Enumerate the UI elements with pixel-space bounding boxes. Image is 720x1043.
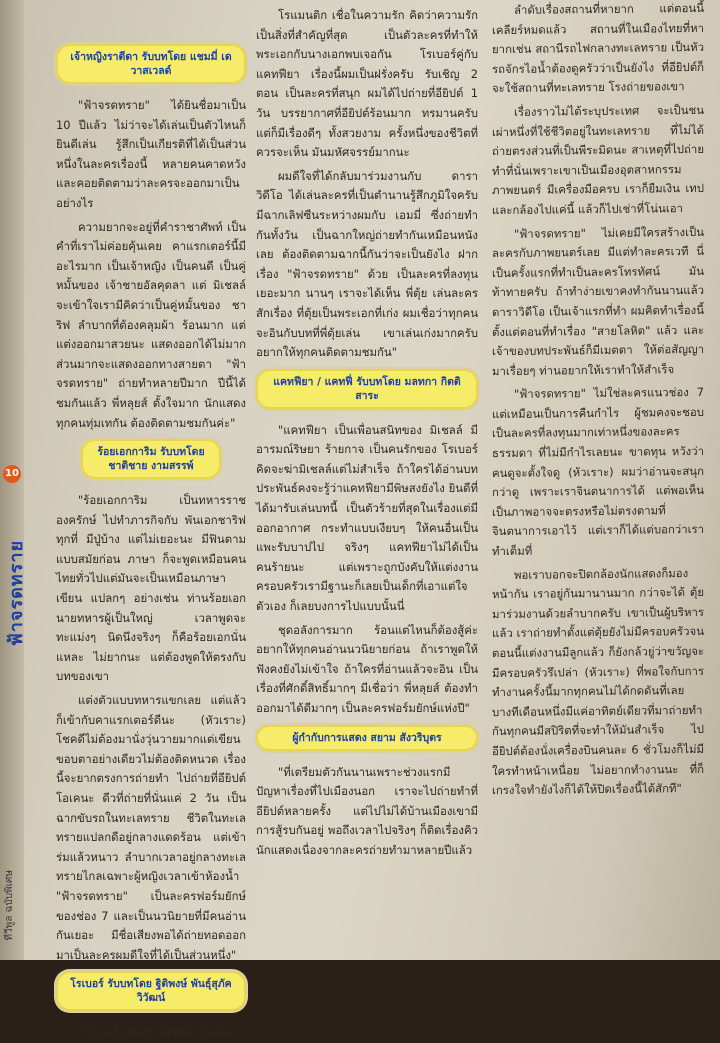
section-header: โรเบอร์ รับบทโดย ฐิติพงษ์ พันธุ์สุภัควิวัฒน์ [56, 971, 246, 1011]
paragraph: "ฟ้าจรดทราย" ไม่ใช่ละครแนวช่อง 7 แต่เหมือนเป็นการคืนกำไร ผู้ชมคงจะชอบ เป็นละครที่ลงทุนมากเท่าหนึ่งของละครธรรมดา ที่ไม่มีกำไรเลยนะ ขาดทุน หวังว่าคนดูจะตั้งใจดู (หัวเราะ) ผมว่าอ่านจะสนุกกว่าดู เพราะเราจินตนาการได้ แต่พอเห็นเป็นภาพอาจจะตรงหรือไม่ตรงตามที่จินตนาการเอาไว้ แต่เราก็ได้แต่บอกว่าเราทำเต็มที่ [492, 385, 704, 559]
section-header: แคทฟียา / แคทฟี่ รับบทโดย มลทกา กิตติสาระ [256, 369, 478, 409]
column-3 [492, 0, 704, 961]
page-number: 10 [3, 465, 21, 483]
section-header: เจ้าหญิงราตีดา รับบทโดย แชมมี่ เดวาสเวลด์ [56, 44, 246, 84]
magazine-title: ฟ้าจรดทราย [6, 540, 27, 646]
paragraph: "ร้อยเอกการิม เป็นทหารราชองครักษ์ ไปทำภารกิจกับ พันเอกชาริฟ ทุกที่ มีปู่บ้าง แต่ไม่เยอะนะ มีฟินตามแบบสมัยก่อน ภาษา ก็จะพูดเหมือนคนไทยทั่วไปแต่มันจะเป็นเหมือนภาษาเขียน แปลกๆ อย่างเช่น ท่านร้อยเอกนายทหารผู้เป็นใหญ่ เวลาพูดจะทะแม่งๆ นิดนึงจริงๆ ก็คือร้อยเอกนั่นแหละ ไม่ยากนะ แต่ต้องพูดให้ตรงกับบทของเขา [56, 493, 246, 684]
paragraph: ความยากจะอยู่ที่คำราชาศัพท์ เป็นคำที่เราไม่ค่อยคุ้นเคย คาแรกเตอร์นี้มีอะไรมาก เป็นเจ้าหญิง เป็นคนดี เป็นคู่หมั้นของ เจ้าชายอัลคุดลา แต่ มิเชลล์ จะเข้าใจเรามีคิดว่าเป็นคู่หมั้นของ ชาริฟ ลำบากที่ต้องคลุมผ้า ร้อนมาก แต่แต่งออกมาสวยนะ แสดงออกได้ไม่มากส่วนมากจะแสดงออกทางสายตา "ฟ้าจรดทราย" ถ่ายทำหลายปีมาก ปีนี้ได้ชมกันแล้ว พี่หลุยส์ ตั้งใจมาก นักแสดงทุกคนทุ่มเทกัน ต้องติดตามชมกันค่ะ" [56, 219, 246, 430]
paragraph: ผมดีใจที่ได้กลับมาร่วมงานกับ ดาราวิดีโอ ได้เล่นละครที่เป็นตำนานรู้สึกภูมิใจครับ มีฉากเลิฟซีนระหว่างผมกับ เอมมี่ ซึ่งถ่ายทำกันทั้งวัน เป็นฉากใหญ่ถ่ายทำกันเหมือนหนัง เลย ต้องติดตามฉากนี้กันว่าจะเป็นยังไง ฝากเรื่อง "ฟ้าจรดทราย" ด้วย เป็นละครที่ลงทุนเยอะมาก นานๆ เราจะได้เห็น พี่ตุ้ย เล่นละครสักเรื่อง ที่ตุ้ยเป็นพระเอกที่เก่ง ผมเชื่อว่าทุกคนจะอินกับบทที่พี่ตุ้ยเล่น เขาเล่นเก่งมากครับ อยากให้ทุกคนติดตามชมกัน" [256, 168, 478, 360]
column-2 [256, 6, 478, 966]
paragraph: ชุดอลังการมาก ร้อนแต่ไหนก็ต้องสู้ค่ะ อยากให้ทุกคนอ่านนวนิยายก่อน ถ้าเราพูดให้ฟังคงยังไม่เข้าใจ ถ้าใครที่อ่านแล้วจะอิน เป็นเรื่องที่ศักดิ์สิทธิ์มากๆ มีเชื่อว่า พี่หลุยส์ ต้องทำออกมาได้ดีมากๆ เป็นละครฟอร์มยักษ์แห่งปี" [256, 622, 478, 715]
paragraph: "ฟ้าจรดทราย" ได้ยินชื่อมาเป็น 10 ปีแล้ว ไม่ว่าจะได้เล่นเป็นตัวไหนก็ยินดีเล่น รู้สึกเป็นเกียรติที่ได้เป็นส่วนหนึ่งในละครเรื่องนี้ หลายคนคาดหวังและคอยติดตามว่าละครจะออกมาเป็นอย่างไร [56, 98, 246, 210]
section-header: ร้อยเอกการิม รับบทโดย ชาติชาย งามสรรพ์ [81, 439, 221, 479]
paragraph: "โรเบอร์ หลงรัก มิเชลล์ เป็นคน [78, 1025, 231, 1040]
column-1 [56, 38, 246, 1040]
page-edge [0, 0, 27, 960]
paragraph: แต่งตัวแบบทหารแขกเลย แต่แล้วก็เข้ากับคาแรกเตอร์ดีนะ (หัวเราะ) โชคดีไม่ต้องมานั่งวุ่นวายมากแต่เขียนขอบตาอย่างเดียวไม่ต้องติดหนวด เรื่องนี้จะยากตรงการถ่ายทำ ไปถ่ายที่อียิปต์โอเคนะ ดีวที่ถ่ายที่นั่นแค่ 2 วัน เป็นฉากขับรถในทะเลทราย ชีวิตในทะเลทรายแปลกดีอยู่กลางแดดร้อน แต่เข้าร่มแล้วหนาว ลำบากเวลาอยู่กลางทะเลทรายไกลเฉพาะผู้หญิงเวลาเข้าห้องน้ำ "ฟ้าจรดทราย" เป็นละครฟอร์มยักษ์ของช่อง 7 และเป็นนวนิยายที่มีคนอ่านกันเยอะ มีชื่อเสียงพอได้ถ่ายทอดออกมาเป็นละครผมดีใจที่ได้เป็นส่วนหนึ่ง" [56, 693, 246, 962]
paragraph: "ฟ้าจรดทราย" ไม่เคยมีใครสร้างเป็นละครกับภาพยนตร์เลย มีแต่ทำละครเวที นี่เป็นครั้งแรกที่ทำเป็นละครโทรทัศน์ มันท้าทายครับ ถ้าทำง่ายเขาคงทำกันนานแล้ว ดาราวิดีโอ เป็นเจ้าแรกที่ทำ ผมคิดทำเรื่องนี้ตั้งแต่ตอนที่ทำเรื่อง "สายโลหิต" แล้ว และเจ้าของบทประพันธ์ก็มีเมตตา ให้ต่อสัญญามาเรื่อยๆ ท่านอยากให้เราทำให้สำเร็จ [492, 224, 704, 378]
section-header: ผู้กำกับการแสดง สยาม สังวริบุตร [256, 725, 478, 751]
paragraph: พอเราบอกจะปิดกล้องนักแสดงก็มองหน้ากัน เราอยู่กันมานานมาก กว่าจะได้ ตุ้ย มาร่วมงานด้วยลำบากครับ เขาเป็นผู้บริหารแล้ว เราถ่ายทำตั้งแต่ตุ้ยยังไม่มีครอบครัวจนตอนนี้แต่งงานมีลูกแล้ว ก็ยังกล้วยู่ว่าขวัญจะมีครอบครัวรึเปล่า (หัวเราะ) ที่พอใจกับการทำงานครั้งนี้มากทุกคนไม่ได้กดดันที่เลย บางทีเดือนหนึ่งมีแค่อาทิตย์เดียวที่มาถ่ายทำกันทุกคนมีสปิริตที่จะทำให้มันสำเร็จ ไปอียิปต์ต้องนั่งเครื่องบินคนละ 6 ชั่วโมงก็ไม่มีใครทำหน้าเหนื่อย ไม่อยากทำงานนะ ที่ก็เกรงใจทำยังไงก็ได้ให้ปิดเรื่องนี้ได้สักที" [492, 565, 704, 798]
paragraph: เรื่องราวไม่ได้ระบุประเทศ จะเป็นชนเผ่าหนึ่งที่ใช้ชีวิตอยู่ในทะเลทราย ที่ไม่ได้ถ่ายตรงส่วนที่เป็นพีระมิดนะ สาเหตุที่ไปถ่ายทำที่นั่นเพราะเขาเป็นเมืองอุตสาหกรรมภาพยนตร์ มีเครื่องมือครบ เราก็ยืมเงิน เทปและกล้องไปแค่นี้ แล้วก็ไปเช่าที่โน่นเอา [492, 102, 704, 218]
paragraph: โรแมนติก เชื่อในความรัก คิดว่าความรักเป็นสิ่งที่สำคัญที่สุด เป็นตัวละครที่ทำให้พระเอกกับนางเอกพบเจอกัน โรเบอร์คู่กับ แคทฟียา เรื่องนี้ผมเป็นฝรั่งครับ รับเชิญ 2 ตอน เป็นละครที่สนุก ผมได้ไปถ่ายที่อียิปต์ 1 วัน บรรยากาศที่อียิปต์ร้อนมาก ทรมานครับ แต่ก็มีเรื่องดีๆ ทั้งสวยงาม ครั้งหนึ่งของชีวิตที่ควรจะเห็น มันมหัศจรรย์มากนะ [256, 8, 478, 160]
paragraph: "แคทฟียา เป็นเพื่อนสนิทของ มิเชลล์ มีอารมณ์ริษยา ร้ายกาจ เป็นคนรักของ โรเบอร์ คิดจะฆ่ามิเชลล์แต่ไม่สำเร็จ ถ้าใครได้อ่านบทประพันธ์คงจะรู้ว่าแคทฟียามีพิษสงยังไง ยินดีที่ได้มารับเล่นบทนี้ เป็นตัวร้ายที่สุดในเรื่องแต่มีออกอากาศ กระทำแบบเงียบๆ ให้คนอื่นเป็นแพะรับบาปไป จริงๆ แคทฟียาไม่ได้เป็นคนร้ายนะ แต่เพราะถูกบังคับให้แต่งงานครอบครัวเรามีฐานะก็เลยเป็นเด็กที่เอาแต่ใจตัวเอง ก็เลยบงการไปแบบนั้นนี่ [256, 422, 478, 614]
paragraph: ลำดับเรื่องสถานที่หายาก แต่ตอนนี้เคลียร์หมดแล้ว สถานที่ในเมืองไทยที่หายากเช่น สถานีรถไฟกลางทะเลทราย เป็นหัวรถจักรไอน้ำต้องดูครัวว่าเป็นยังไง ที่อียิปต์ก็จะใช้สถานที่ทะเลทราย โรงถ่ายของเขา [492, 0, 704, 96]
magazine-sub-label: ทีวีพูล ฉบับพิเศษ [4, 870, 15, 941]
paragraph: "ที่เตรียมตัวกันนานเพราะช่วงแรกมีปัญหาเรื่องที่ไปเมืองนอก เราจะไปถ่ายทำที่อียิปต์หลายครั้ง แต่ไปไม่ได้บ้านเมืองเขามีการสู้รบกันอยู่ พอถึงเวลาไปจริงๆ ก็ติดเรื่องคิวนักแสดงเนื่องจากละครถ่ายทำมาหลายปีแล้ว [256, 764, 478, 857]
